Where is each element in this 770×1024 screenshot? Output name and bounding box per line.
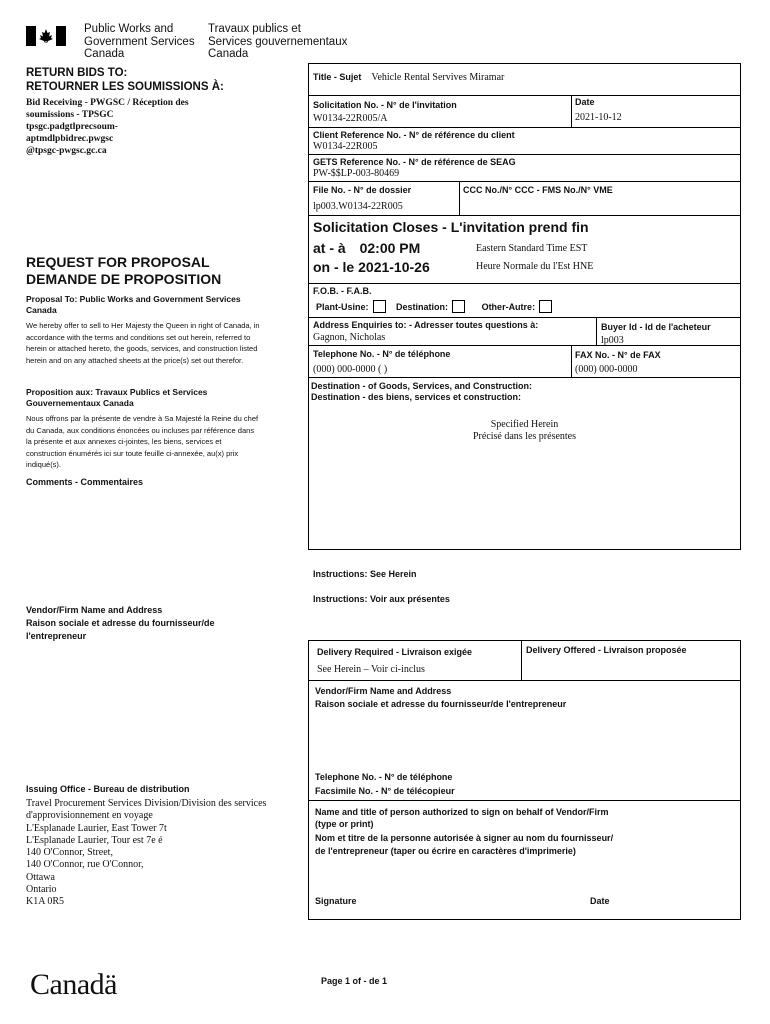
buyer-id-value: lp003	[601, 335, 624, 346]
page-number: Page 1 of - de 1	[321, 976, 388, 986]
gets-reference-label: GETS Reference No. - N° de référence de SEAG	[313, 157, 516, 167]
signature-label[interactable]: Signature	[315, 896, 357, 906]
instructions-en: Instructions: See Herein	[313, 569, 417, 579]
buyer-id-label: Buyer Id - Id de l'acheteur	[601, 322, 711, 332]
vendor-telephone-label[interactable]: Telephone No. - N° de téléphone	[315, 772, 453, 782]
fax-value: (000) 000-0000	[575, 364, 638, 375]
proposal-to-text: We hereby offer to sell to Her Majesty the Queen in right of Canada, in accordance with the terms and conditions set out herein, referred to herein or attached hereto, the goods, services, and construction listed herein and on any attached sheets at the price(s) set out therefor.	[26, 321, 260, 365]
address-enquiries-value: Gagnon, Nicholas	[313, 332, 386, 343]
department-name-fr: Travaux publics et Services gouvernementaux Canada	[208, 23, 348, 60]
proposition-text: Nous offrons par la présente de vendre à Sa Majesté la Reine du chef du Canada, aux conditions énoncées ou incluses par référence dans la présente et aux annexes ci-jointes, les biens, services et construction énumérés ici sur toute feuille ci-annexée, au(x) prix indiqué(s).	[26, 414, 259, 469]
delivery-required-value: See Herein – Voir ci-inclus	[317, 664, 425, 675]
fob-options	[316, 300, 556, 313]
plant-usine-checkbox[interactable]	[373, 300, 386, 313]
title-label: Title - Sujet	[313, 72, 362, 82]
closing-time-row	[313, 240, 420, 257]
timezone-en: Eastern Standard Time EST	[476, 243, 588, 254]
canada-wordmark-logo: Canadä	[30, 968, 117, 1001]
on-label: on - le	[313, 259, 355, 275]
title-value: Vehicle Rental Servives Miramar	[371, 72, 505, 83]
issuing-office-label: Issuing Office - Bureau de distribution	[26, 784, 190, 794]
destination-goods-label: Destination - of Goods, Services, and Construction: Destination - des biens, services et construction:	[311, 381, 533, 402]
vendor-firm-label-left: Vendor/Firm Name and Address Raison sociale et adresse du fournisseur/de l'entrepreneur	[26, 605, 215, 641]
solicitation-no-label: Solicitation No. - N° de l'invitation	[313, 100, 457, 110]
issuing-office-address: Travel Procurement Services Division/Division des services d'approvisionnement en voyage L'Esplanade Laurier, East Tower 7t L'Esplanade Laurier, Tour est 7e é 140 O'Connor, Street, 140 O'Connor, rue O'Connor, Ottawa Ontario K1A 0R5	[26, 798, 267, 908]
plant-usine-label: Plant-Usine:	[316, 302, 369, 312]
fob-label: F.O.B. - F.A.B.	[313, 286, 372, 296]
ccc-no-label: CCC No./N° CCC - FMS No./N° VME	[463, 185, 613, 195]
file-no-label: File No. - N° de dossier	[313, 185, 412, 195]
request-for-proposal-title: REQUEST FOR PROPOSAL DEMANDE DE PROPOSITION	[26, 254, 222, 287]
gets-reference-value: PW-$$LP-003-80469	[313, 168, 400, 179]
date-value: 2021-10-12	[575, 112, 622, 123]
closing-date-value: 2021-10-26	[358, 259, 430, 275]
timezone-fr: Heure Normale du l'Est HNE	[476, 261, 594, 272]
destination-goods-value: Specified Herein Précisé dans les présentes	[472, 419, 577, 442]
signature-date-label[interactable]: Date	[590, 896, 610, 906]
vendor-facsimile-label[interactable]: Facsimile No. - N° de télécopieur	[315, 786, 455, 796]
vendor-firm-label: Vendor/Firm Name and Address Raison sociale et adresse du fournisseur/de l'entrepreneur	[315, 686, 567, 709]
destination-checkbox[interactable]	[452, 300, 465, 313]
at-label: at - à	[313, 240, 346, 256]
delivery-offered-label[interactable]: Delivery Offered - Livraison proposée	[526, 645, 687, 655]
closing-date-row	[313, 259, 430, 276]
proposal-to-heading: Proposal To: Public Works and Government Services Canada	[26, 294, 241, 315]
return-bids-address: Bid Receiving - PWGSC / Réception des soumissions - TPSGC tpsgc.padgtlprecsoum- aptmdlpbidrec.pwgsc @tpsgc-pwgsc.gc.ca	[26, 98, 189, 156]
comments-label: Comments - Commentaires	[26, 477, 144, 487]
client-reference-value: W0134-22R005	[313, 141, 378, 152]
date-label: Date	[575, 97, 595, 107]
authorized-person-label-en: Name and title of person authorized to sign on behalf of Vendor/Firm (type or print)	[315, 807, 609, 829]
department-name-en: Public Works and Government Services Canada	[84, 23, 195, 60]
other-autre-label: Other-Autre:	[481, 302, 536, 312]
closing-time-value: 02:00 PM	[359, 240, 421, 256]
solicitation-closes-label: Solicitation Closes - L'invitation prend fin	[313, 219, 589, 235]
fax-label: FAX No. - N° de FAX	[575, 350, 661, 360]
client-reference-label: Client Reference No. - N° de référence du client	[313, 130, 515, 140]
telephone-value: (000) 000-0000 ( )	[313, 364, 388, 375]
return-bids-heading: RETURN BIDS TO: RETOURNER LES SOUMISSIONS À:	[26, 67, 224, 93]
telephone-label: Telephone No. - N° de téléphone	[313, 349, 451, 359]
file-no-value: lp003.W0134-22R005	[313, 201, 403, 212]
authorized-person-label-fr: Nom et titre de la personne autorisée à signer au nom du fournisseur/ de l'entrepreneur (taper ou écrire en caractères d'imprimerie)	[315, 833, 614, 856]
proposition-heading: Proposition aux: Travaux Publics et Services Gouvernementaux Canada	[26, 387, 208, 408]
government-flag-icon	[26, 26, 66, 46]
address-enquiries-label: Address Enquiries to: - Adresser toutes questions à:	[313, 320, 539, 330]
other-autre-checkbox[interactable]	[539, 300, 552, 313]
solicitation-no-value: W0134-22R005/A	[313, 113, 388, 124]
destination-label: Destination:	[396, 302, 449, 312]
delivery-required-label: Delivery Required - Livraison exigée	[317, 647, 473, 657]
instructions-fr: Instructions: Voir aux présentes	[313, 594, 450, 604]
title-field	[313, 67, 504, 85]
